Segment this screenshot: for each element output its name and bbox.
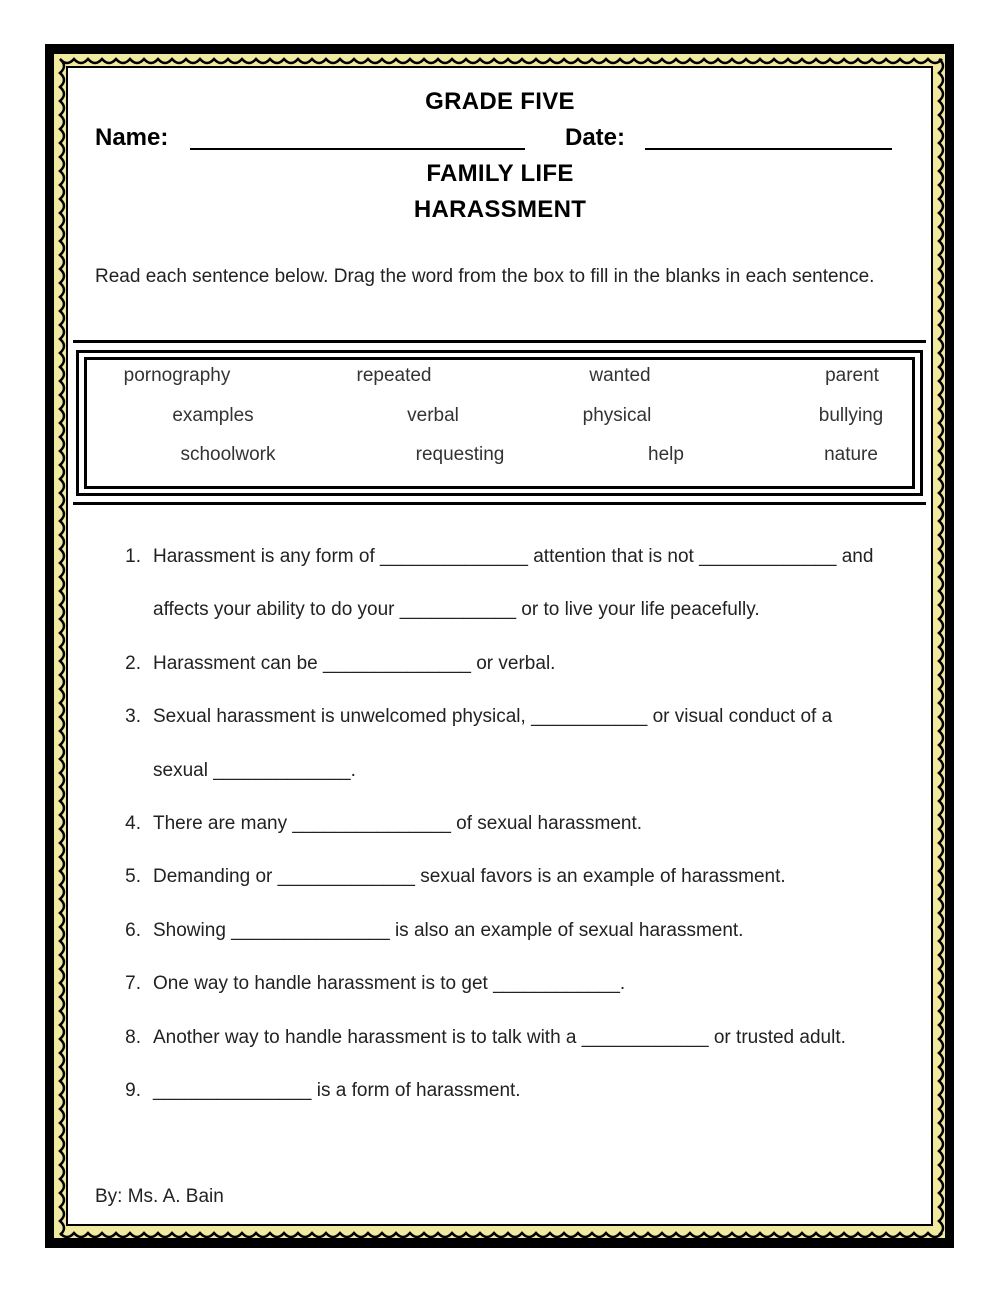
question-number: 5. bbox=[125, 866, 141, 887]
name-field[interactable] bbox=[190, 148, 525, 150]
question-text: affects your ability to do your ___________ or to live your life peacefully. bbox=[153, 599, 760, 620]
word-chip[interactable]: wanted bbox=[589, 365, 651, 386]
question-number: 9. bbox=[125, 1080, 141, 1101]
topic-title: HARASSMENT bbox=[413, 196, 587, 223]
word-chip[interactable]: help bbox=[648, 444, 684, 465]
question-text: One way to handle harassment is to get ____________. bbox=[153, 973, 626, 994]
instructions-text: Read each sentence below. Drag the word from the box to fill in the blanks in each sentence. bbox=[95, 266, 875, 287]
question-number: 4. bbox=[125, 813, 141, 834]
name-date-row bbox=[95, 124, 895, 156]
word-chip[interactable]: parent bbox=[825, 365, 879, 386]
wave-stroke bbox=[60, 59, 942, 63]
wave-stroke bbox=[60, 1233, 942, 1237]
author-byline: By: Ms. A. Bain bbox=[95, 1186, 224, 1207]
word-chip[interactable]: examples bbox=[172, 405, 254, 426]
question-number: 2. bbox=[125, 653, 141, 674]
question-text: Sexual harassment is unwelcomed physical, ___________ or visual conduct of a bbox=[153, 706, 833, 727]
question-number: 8. bbox=[125, 1027, 141, 1048]
question-text: Demanding or _____________ sexual favors is an example of harassment. bbox=[153, 866, 786, 887]
question-text: Harassment can be ______________ or verbal. bbox=[153, 653, 556, 674]
word-chip[interactable]: pornography bbox=[123, 365, 231, 386]
question-text: Showing _______________ is also an example of sexual harassment. bbox=[153, 920, 744, 941]
question-text: There are many _______________ of sexual harassment. bbox=[153, 813, 643, 834]
question-number: 7. bbox=[125, 973, 141, 994]
word-chip[interactable]: verbal bbox=[407, 405, 459, 426]
word-chip[interactable]: repeated bbox=[356, 365, 432, 386]
question-number: 1. bbox=[125, 546, 141, 567]
word-chip[interactable]: requesting bbox=[415, 444, 505, 465]
word-bank-top-rule bbox=[73, 340, 926, 343]
name-label: Name: bbox=[95, 124, 169, 151]
question-text: Harassment is any form of ______________ attention that is not _____________ and bbox=[153, 546, 874, 567]
question-text: _______________ is a form of harassment. bbox=[153, 1080, 521, 1101]
wave-stroke bbox=[60, 59, 64, 1235]
word-chip[interactable]: nature bbox=[824, 444, 878, 465]
word-chip[interactable]: schoolwork bbox=[180, 444, 276, 465]
word-chip[interactable]: bullying bbox=[818, 405, 884, 426]
question-text: Another way to handle harassment is to talk with a ____________ or trusted adult. bbox=[153, 1027, 846, 1048]
date-label: Date: bbox=[565, 124, 626, 151]
subject-title: FAMILY LIFE bbox=[426, 160, 574, 187]
grade-title: GRADE FIVE bbox=[425, 88, 575, 115]
wave-stroke bbox=[939, 59, 943, 1235]
date-field[interactable] bbox=[645, 148, 892, 150]
word-chip[interactable]: physical bbox=[582, 405, 652, 426]
question-number: 3. bbox=[125, 706, 141, 727]
word-bank-bottom-rule bbox=[73, 502, 926, 505]
worksheet-page bbox=[66, 66, 933, 1226]
question-text: sexual _____________. bbox=[153, 760, 356, 781]
question-number: 6. bbox=[125, 920, 141, 941]
